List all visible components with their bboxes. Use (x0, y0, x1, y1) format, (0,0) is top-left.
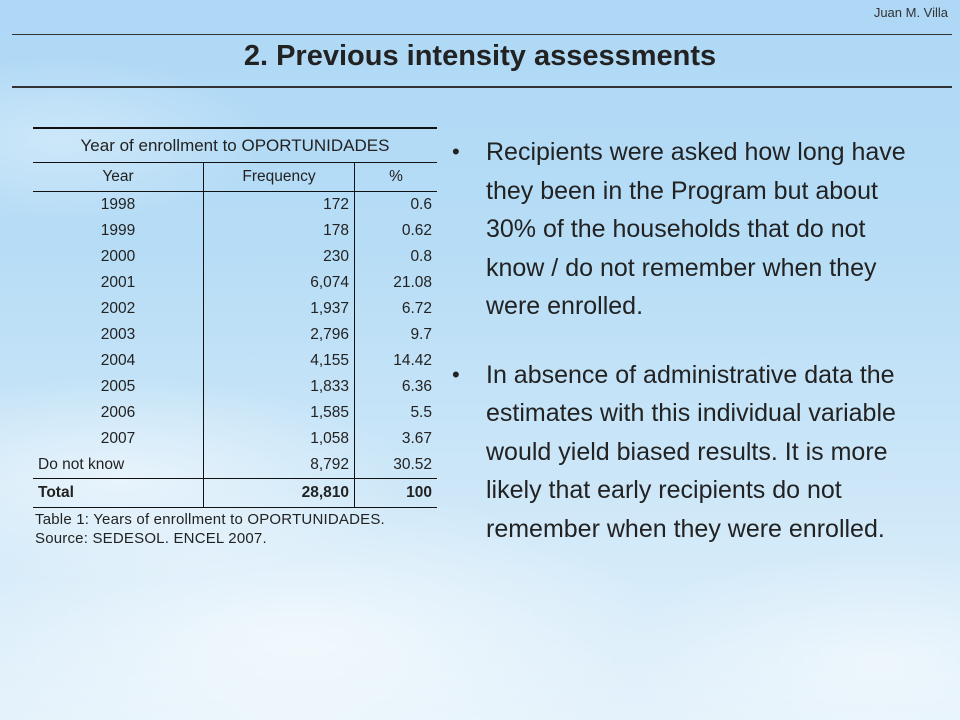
top-rule (12, 34, 952, 35)
table-total-row (33, 479, 437, 508)
table-row (33, 374, 437, 400)
cell-frequency: 230 (204, 244, 355, 270)
column-header-percent: % (355, 163, 438, 192)
cell-frequency: 4,155 (204, 348, 355, 374)
table-note-source: Source: SEDESOL. ENCEL 2007. (35, 530, 267, 547)
cell-percent: 0.8 (355, 244, 438, 270)
cell-frequency: 1,937 (204, 296, 355, 322)
cell-frequency: 6,074 (204, 270, 355, 296)
cell-percent: 9.7 (355, 322, 438, 348)
table-row (33, 322, 437, 348)
cell-percent: 30.52 (355, 452, 438, 479)
cell-year: 2000 (100, 248, 136, 265)
cell-percent: 0.62 (355, 218, 438, 244)
column-header-year: Year (33, 163, 204, 192)
cell-frequency: 178 (204, 218, 355, 244)
cell-percent: 0.6 (355, 192, 438, 219)
table-row (33, 244, 437, 270)
bullet-text: Recipients were asked how long have they been in the Program but about 30% of the households that do not know / do not remember when they were enrolled. (486, 138, 906, 320)
cell-year: 2007 (100, 430, 136, 447)
cell-frequency: 2,796 (204, 322, 355, 348)
cell-percent: 5.5 (355, 400, 438, 426)
cell-year: Do not know (38, 456, 125, 473)
table-header-row (33, 163, 437, 192)
bullet-list (450, 133, 930, 578)
cell-year: 2002 (100, 300, 136, 317)
cell-year: 2006 (100, 404, 136, 421)
total-percent: 100 (355, 479, 438, 508)
cell-percent: 3.67 (355, 426, 438, 452)
cell-frequency: 8,792 (204, 452, 355, 479)
cell-percent: 14.42 (355, 348, 438, 374)
bullet-item (450, 133, 930, 326)
cell-year: 2005 (100, 378, 136, 395)
cell-year: 1999 (100, 222, 136, 239)
enrollment-table (33, 127, 437, 508)
column-header-frequency: Frequency (204, 163, 355, 192)
table-caption-row (33, 128, 437, 163)
table-row (33, 426, 437, 452)
table-row (33, 192, 437, 219)
table-row (33, 270, 437, 296)
table-note-caption: Table 1: Years of enrollment to OPORTUNIDADES. (35, 511, 385, 528)
cell-year: 1998 (100, 196, 136, 213)
cell-frequency: 172 (204, 192, 355, 219)
title-underline (12, 86, 952, 88)
table-row (33, 218, 437, 244)
cell-percent: 6.36 (355, 374, 438, 400)
slide-title: 2. Previous intensity assessments (243, 40, 717, 72)
enrollment-table-container (33, 127, 437, 548)
table-row (33, 400, 437, 426)
cell-frequency: 1,833 (204, 374, 355, 400)
cell-year: 2003 (100, 326, 136, 343)
bullet-text: In absence of administrative data the estimates with this individual variable would yield biased results. It is more likely that early recipients do not remember when they were enrolled. (486, 360, 896, 543)
bullet-item (450, 356, 930, 549)
bullet-dot-icon: • (452, 139, 460, 164)
cell-year: 2004 (100, 352, 136, 369)
table-row (33, 348, 437, 374)
table-row (33, 452, 437, 479)
table-note (33, 510, 437, 548)
total-label: Total (33, 479, 204, 508)
cell-percent: 6.72 (355, 296, 438, 322)
cell-percent: 21.08 (355, 270, 438, 296)
bullet-dot-icon: • (452, 361, 460, 387)
author-name: Juan M. Villa (873, 5, 948, 20)
cell-year: 2001 (100, 274, 136, 291)
table-caption: Year of enrollment to OPORTUNIDADES (33, 128, 437, 163)
cell-frequency: 1,585 (204, 400, 355, 426)
table-row (33, 296, 437, 322)
cell-frequency: 1,058 (204, 426, 355, 452)
total-frequency: 28,810 (204, 479, 355, 508)
